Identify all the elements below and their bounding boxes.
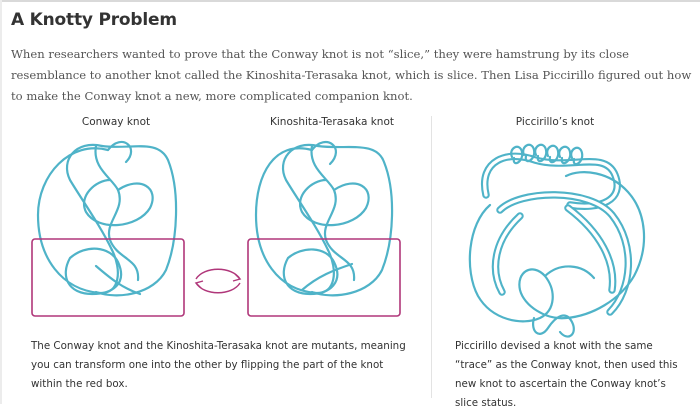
kinoshita-terasaka-knot-diagram bbox=[256, 142, 392, 295]
piccirillo-knot-diagram bbox=[470, 145, 644, 337]
conway-knot-label: Conway knot bbox=[81, 116, 151, 128]
piccirillo-knot-label: Piccirillo’s knot bbox=[515, 116, 595, 128]
caption-piccirillo: Piccirillo devised a knot with the same “trace” as the Conway knot, then used this new knot to ascertain the Conway knot’s slice status. bbox=[455, 340, 678, 409]
intro-paragraph: When researchers wanted to prove that the Conway knot is not “slice,” they were hamstrung by its close resemblance to another knot called the Kinoshita-Terasaka knot, which is slice. Then Lisa Piccirillo figured out how to make the Conway knot a new, more complicated companion knot. bbox=[11, 47, 692, 103]
page-title: A Knotty Problem bbox=[11, 10, 177, 30]
flip-arrows-icon bbox=[196, 269, 240, 293]
conway-knot-diagram bbox=[38, 142, 176, 295]
kinoshita-terasaka-knot-label: Kinoshita-Terasaka knot bbox=[270, 116, 394, 128]
caption-mutants: The Conway knot and the Kinoshita-Terasaka knot are mutants, meaning you can transform one into the other by flipping the part of the knot within the red box. bbox=[31, 340, 406, 390]
